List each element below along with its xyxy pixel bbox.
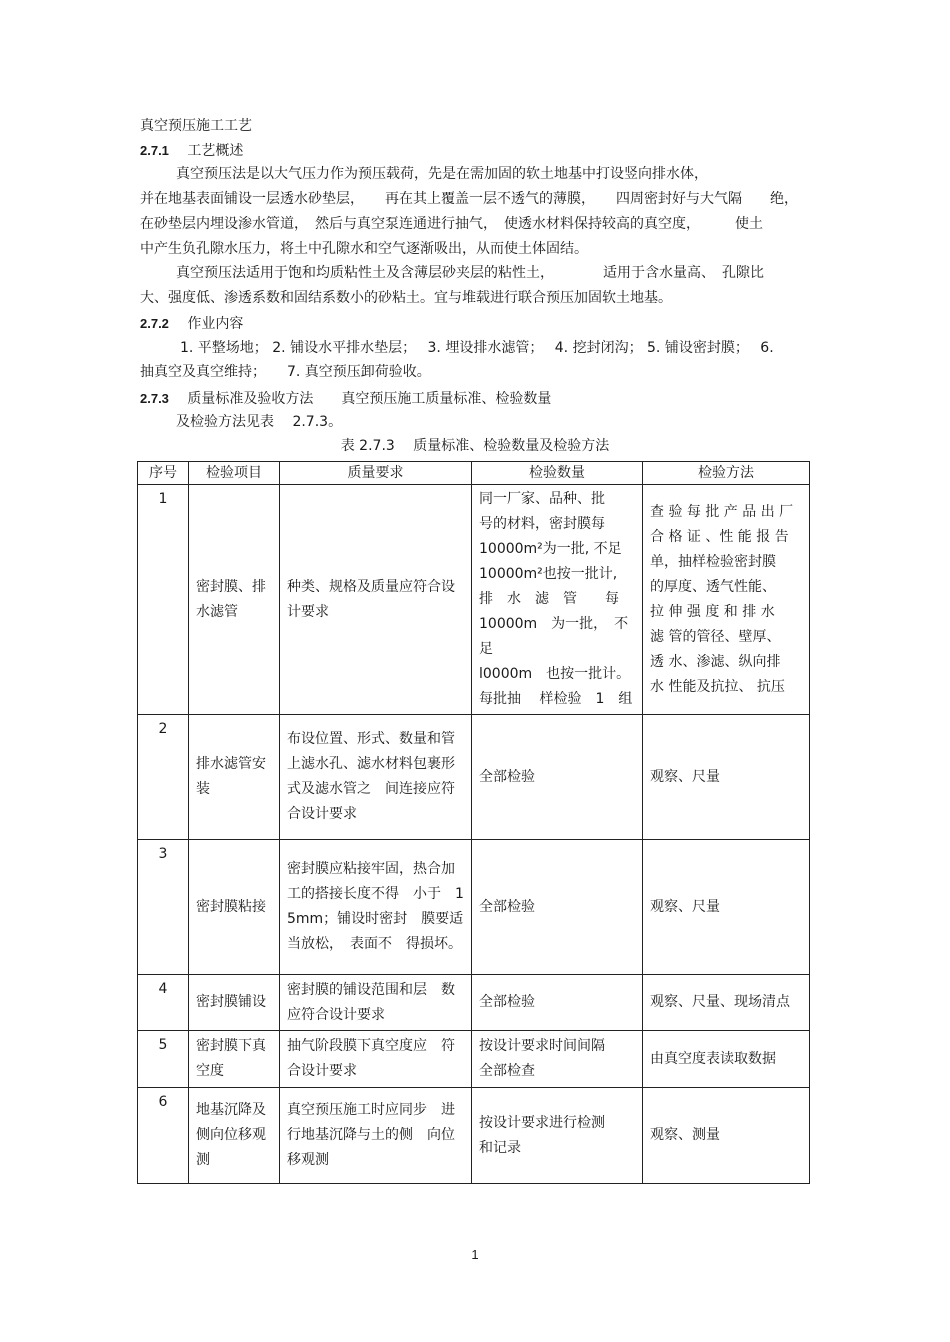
section-number: 2.7.1	[140, 143, 169, 158]
table-row	[138, 1088, 810, 1184]
row-number: 3	[138, 840, 189, 975]
quantity-line: 10000m 为一批， 不足	[479, 616, 629, 657]
quantity-line: 排 水 滤 管 每	[479, 591, 619, 607]
header-cell: 质量要求	[280, 462, 472, 485]
section-heading-2-7-3	[140, 389, 551, 409]
paragraph-line: 中产生负孔隙水压力，将土中孔隙水和空气逐渐吸出，从而使土体固结。	[140, 241, 588, 257]
inspection-method	[643, 485, 810, 715]
method-line: 查 验 每 批 产 品 出 厂	[650, 503, 794, 520]
table-row	[138, 1031, 810, 1088]
row-number: 2	[138, 715, 189, 840]
inspection-method: 观察、尺量、现场清点	[643, 975, 810, 1031]
quantity-line: 按设计要求进行检测	[479, 1114, 605, 1131]
quality-requirement: 抽气阶段膜下真空度应 符合设计要求	[280, 1031, 472, 1088]
section-title: 作业内容	[187, 316, 244, 332]
inspection-quantity: 全部检验	[472, 840, 643, 975]
section-title: 质量标准及验收方法 真空预压施工质量标准、检验数量	[187, 391, 552, 407]
inspection-method: 观察、尺量	[643, 715, 810, 840]
inspection-quantity: 全部检验	[472, 975, 643, 1031]
paragraph-line: 大、强度低、渗透系数和固结系数小的砂粘土。宜与堆载进行联合预压加固软土地基。	[140, 290, 672, 306]
work-items-line: 抽真空及真空维持； 7. 真空预压卸荷验收。	[140, 364, 431, 380]
paragraph-line: 真空预压法是以大气压力作为预压载荷，先是在需加固的软土地基中打设竖向排水体，	[176, 166, 708, 182]
inspection-item: 密封膜粘接	[189, 840, 280, 975]
header-cell: 检验数量	[472, 462, 643, 485]
document-title: 真空预压施工工艺	[140, 118, 252, 134]
work-items-line: 1. 平整场地； 2. 铺设水平排水垫层； 3. 埋设排水滤管； 4. 挖封闭沟； 5. 铺设密封膜； 6.	[180, 340, 774, 356]
table-header-row	[138, 462, 810, 485]
row-number: 5	[138, 1031, 189, 1088]
quantity-line: 10000m²也按一批计,	[479, 566, 618, 582]
quality-standard-table	[137, 461, 810, 1184]
inspection-quantity	[472, 1031, 643, 1088]
inspection-quantity	[472, 1088, 643, 1184]
method-line: 滤 管的管径、壁厚、	[650, 628, 781, 645]
paragraph-line: 真空预压法适用于饱和均质粘性土及含薄层砂夹层的粘性土， 适用于含水量高、 孔隙比	[176, 265, 764, 281]
method-line: 合 格 证 、性 能 报 告	[650, 528, 789, 545]
section-title: 工艺概述	[187, 143, 244, 159]
inspection-item: 地基沉降及侧向位移观测	[189, 1088, 280, 1184]
table-row	[138, 840, 810, 975]
table-row	[138, 715, 810, 840]
method-line: 透 水、渗滤、纵向排	[650, 653, 781, 670]
quantity-line: 和记录	[479, 1139, 521, 1156]
table-row	[138, 975, 810, 1031]
quality-requirement: 布设位置、形式、数量和管上滤水孔、滤水材料包裹形式及滤水管之 间连接应符合设计要求	[280, 715, 472, 840]
inspection-quantity: 全部检验	[472, 715, 643, 840]
header-cell: 序号	[138, 462, 189, 485]
quality-requirement: 种类、规格及质量应符合设计要求	[280, 485, 472, 715]
row-number: 6	[138, 1088, 189, 1184]
paragraph-line: 并在地基表面铺设一层透水砂垫层， 再在其上覆盖一层不透气的薄膜， 四周密封好与大气隔 绝，	[140, 191, 798, 207]
page-number: 1	[471, 1247, 479, 1262]
row-number: 1	[138, 485, 189, 715]
table-caption: 表 2.7.3 质量标准、检验数量及检验方法	[340, 438, 610, 454]
section-text: 及检验方法见表 2.7.3。	[176, 414, 343, 430]
row-number: 4	[138, 975, 189, 1031]
section-number: 2.7.3	[140, 391, 169, 406]
inspection-item: 密封膜下真空度	[189, 1031, 280, 1088]
inspection-method: 由真空度表读取数据	[643, 1031, 810, 1088]
inspection-method: 观察、尺量	[643, 840, 810, 975]
method-line: 水 性能及抗拉、 抗压	[650, 678, 785, 695]
section-heading-2-7-1	[140, 141, 243, 161]
header-cell: 检验方法	[643, 462, 810, 485]
inspection-item: 密封膜铺设	[189, 975, 280, 1031]
quantity-line: 全部检查	[479, 1063, 535, 1079]
inspection-method: 观察、测量	[643, 1088, 810, 1184]
quantity-line: 同一厂家、品种、批	[479, 491, 605, 507]
method-line: 单，抽样检验密封膜	[650, 553, 776, 570]
quantity-line: 每批抽 样检验 1 组	[479, 691, 633, 707]
paragraph-line: 在砂垫层内埋设渗水管道， 然后与真空泵连通进行抽气， 使透水材料保持较高的真空度， 使土	[140, 216, 763, 232]
quality-requirement: 真空预压施工时应同步 进行地基沉降与土的侧 向位移观测	[280, 1088, 472, 1184]
table-row	[138, 485, 810, 715]
quantity-line: l0000m 也按一批计。	[479, 666, 631, 682]
quality-requirement: 密封膜应粘接牢固，热合加工的搭接长度不得 小于 15mm；铺设时密封 膜要适当放松， 表面不 得损坏。	[280, 840, 472, 975]
quantity-line: 号的材料，密封膜每	[479, 516, 605, 532]
method-line: 拉 伸 强 度 和 排 水	[650, 603, 775, 620]
section-number: 2.7.2	[140, 316, 169, 331]
section-heading-2-7-2	[140, 314, 243, 334]
inspection-quantity	[472, 485, 643, 715]
inspection-item: 密封膜、排水滤管	[189, 485, 280, 715]
quantity-line: 按设计要求时间间隔	[479, 1038, 605, 1054]
header-cell: 检验项目	[189, 462, 280, 485]
quality-requirement: 密封膜的铺设范围和层 数应符合设计要求	[280, 975, 472, 1031]
inspection-item: 排水滤管安装	[189, 715, 280, 840]
method-line: 的厚度、透气性能、	[650, 578, 776, 595]
quantity-line: 10000m²为一批, 不足	[479, 541, 622, 557]
